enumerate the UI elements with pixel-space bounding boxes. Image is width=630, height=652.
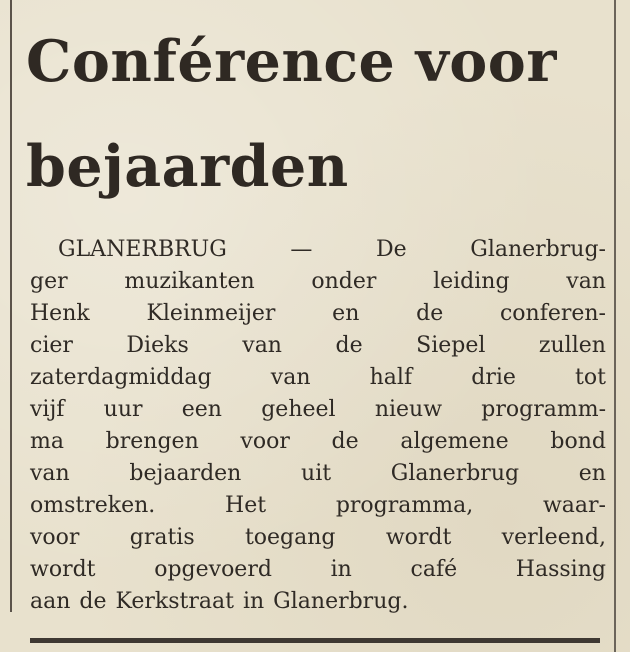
body-word: Het bbox=[225, 493, 267, 518]
body-word: programm- bbox=[481, 397, 606, 422]
headline-line-2: bejaarden bbox=[26, 133, 349, 200]
body-word: Glanerbrug- bbox=[470, 237, 606, 262]
body-word: vijf bbox=[30, 397, 65, 422]
body-line-6 bbox=[30, 394, 606, 426]
column-rule-left bbox=[10, 0, 12, 612]
body-word: leiding bbox=[433, 269, 510, 294]
body-word: tot bbox=[575, 365, 606, 390]
body-word: Henk bbox=[30, 301, 90, 326]
body-word: Glanerbrug. bbox=[273, 589, 409, 614]
body-word: voor bbox=[30, 525, 80, 550]
body-word: de bbox=[79, 589, 107, 614]
body-word: — bbox=[290, 237, 313, 262]
body-word: in bbox=[242, 589, 265, 614]
body-word: van bbox=[566, 269, 606, 294]
body-word: de bbox=[331, 429, 359, 454]
body-word: bejaarden bbox=[129, 461, 242, 486]
body-line-3 bbox=[30, 298, 606, 330]
headline-line-1: Conférence voor bbox=[26, 28, 557, 95]
body-word: uur bbox=[103, 397, 143, 422]
body-word: gratis bbox=[129, 525, 195, 550]
body-word: geheel bbox=[261, 397, 336, 422]
body-line-5 bbox=[30, 362, 606, 394]
body-line-7 bbox=[30, 426, 606, 458]
body-word: in bbox=[330, 557, 352, 582]
body-word: wordt bbox=[30, 557, 96, 582]
body-word: drie bbox=[471, 365, 516, 390]
body-word: GLANERBRUG bbox=[58, 237, 227, 262]
body-word: Kerkstraat bbox=[115, 589, 234, 614]
body-word: Siepel bbox=[416, 333, 486, 358]
body-word: en bbox=[578, 461, 606, 486]
body-line-1 bbox=[30, 234, 606, 266]
body-word: De bbox=[375, 237, 407, 262]
body-word: wordt bbox=[385, 525, 452, 550]
body-word: van bbox=[270, 365, 311, 390]
body-word: aan bbox=[30, 589, 71, 614]
body-word: brengen bbox=[105, 429, 199, 454]
body-word: Dieks bbox=[126, 333, 189, 358]
body-word: half bbox=[369, 365, 413, 390]
body-word: ger bbox=[30, 269, 68, 294]
body-word: de bbox=[416, 301, 444, 326]
body-word: verleend, bbox=[501, 525, 606, 550]
body-word: nieuw bbox=[374, 397, 443, 422]
body-word: conferen- bbox=[499, 301, 606, 326]
body-word: onder bbox=[311, 269, 377, 294]
body-word: Hassing bbox=[515, 557, 606, 582]
body-word: Glanerbrug bbox=[390, 461, 520, 486]
body-word: omstreken. bbox=[30, 493, 156, 518]
body-line-11 bbox=[30, 554, 606, 586]
body-word: zullen bbox=[538, 333, 606, 358]
body-word: toegang bbox=[244, 525, 336, 550]
body-word: een bbox=[181, 397, 222, 422]
body-word: ma bbox=[30, 429, 64, 454]
article-body bbox=[30, 234, 606, 618]
body-word: zaterdagmiddag bbox=[30, 365, 212, 390]
column-rule-right bbox=[614, 0, 616, 652]
body-line-2 bbox=[30, 266, 606, 298]
body-word: de bbox=[335, 333, 363, 358]
body-word: algemene bbox=[400, 429, 509, 454]
body-line-12 bbox=[30, 586, 606, 618]
body-line-10 bbox=[30, 522, 606, 554]
body-word: opgevoerd bbox=[154, 557, 272, 582]
body-word: programma, bbox=[335, 493, 474, 518]
body-line-8 bbox=[30, 458, 606, 490]
body-word: uit bbox=[301, 461, 332, 486]
body-line-4 bbox=[30, 330, 606, 362]
body-word: café bbox=[410, 557, 458, 582]
body-word: bond bbox=[550, 429, 606, 454]
body-word: waar- bbox=[542, 493, 606, 518]
body-word: van bbox=[30, 461, 70, 486]
body-word: Kleinmeijer bbox=[146, 301, 276, 326]
body-line-9 bbox=[30, 490, 606, 522]
bottom-rule bbox=[30, 638, 600, 643]
body-word: cier bbox=[30, 333, 73, 358]
body-word: en bbox=[332, 301, 360, 326]
body-word: voor bbox=[240, 429, 290, 454]
body-word: van bbox=[242, 333, 282, 358]
body-word: muzikanten bbox=[124, 269, 255, 294]
